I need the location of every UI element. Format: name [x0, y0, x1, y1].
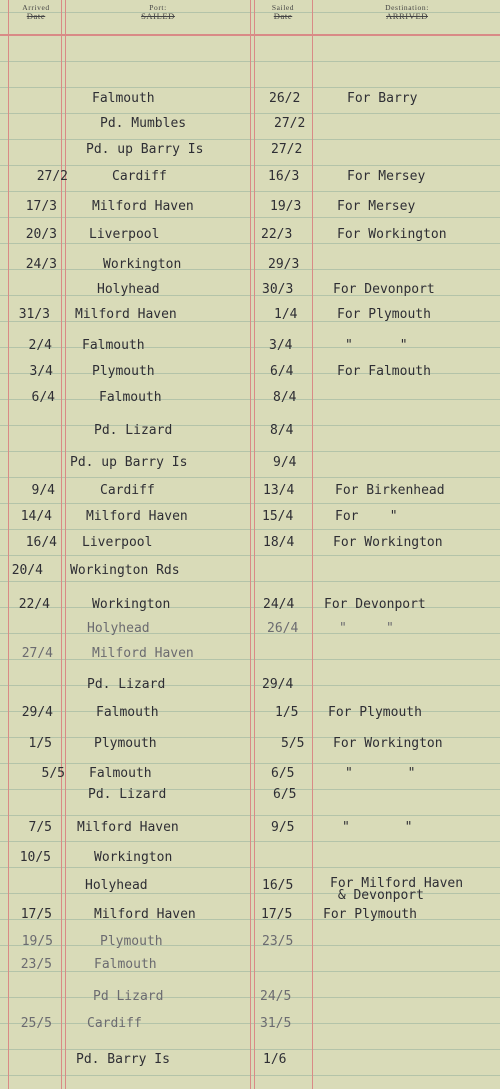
port-name: Pd. up Barry Is: [86, 142, 204, 157]
destination: For Devonport: [333, 282, 435, 297]
port-name: Pd. Mumbles: [100, 116, 187, 131]
arrived-date: 17/5: [20, 907, 52, 922]
sailed-date: 1/6: [263, 1052, 287, 1067]
sailed-date: 24/5: [260, 989, 292, 1004]
sailed-date: 26/4: [267, 621, 299, 636]
sailed-date: 5/5: [281, 736, 305, 751]
sailed-date: 17/5: [261, 907, 293, 922]
sailed-date: 1/4: [274, 307, 298, 322]
port-name: Liverpool: [82, 535, 153, 550]
arrived-date: 25/5: [20, 1016, 52, 1031]
sailed-date: 27/2: [274, 116, 306, 131]
port-name: Workington: [92, 597, 171, 612]
destination: For Plymouth: [328, 705, 422, 720]
arrived-date: 9/4: [31, 483, 55, 498]
sailed-date: 9/4: [273, 455, 297, 470]
destination: " ": [339, 621, 394, 636]
port-name: Pd. Lizard: [87, 677, 166, 692]
arrived-date: 22/4: [18, 597, 50, 612]
port-name: Workington: [103, 257, 182, 272]
arrived-date: 20/3: [25, 227, 57, 242]
sailed-date: 26/2: [269, 91, 301, 106]
header-destination: Destination: ARRIVED: [385, 3, 429, 21]
port-name: Holyhead: [87, 621, 150, 636]
port-name: Pd. Barry Is: [76, 1052, 170, 1067]
port-name: Milford Haven: [94, 907, 196, 922]
destination: " ": [345, 766, 416, 781]
sailed-date: 16/3: [268, 169, 300, 184]
arrived-date: 7/5: [28, 820, 52, 835]
margin-rule: [8, 0, 9, 1089]
port-name: Holyhead: [85, 878, 148, 893]
destination: " ": [342, 820, 413, 835]
column-rule-port: [250, 0, 255, 1089]
port-name: Liverpool: [89, 227, 160, 242]
sailed-date: 29/3: [268, 257, 300, 272]
port-name: Milford Haven: [86, 509, 188, 524]
arrived-date: 2/4: [28, 338, 52, 353]
arrived-date: 16/4: [25, 535, 57, 550]
port-name: Falmouth: [99, 390, 162, 405]
port-name: Falmouth: [96, 705, 159, 720]
arrived-date: 31/3: [18, 307, 50, 322]
destination: For Workington: [333, 535, 443, 550]
sailed-date: 6/4: [270, 364, 294, 379]
arrived-date: 5/5: [41, 766, 65, 781]
header-port: Port: SAILED: [141, 3, 175, 21]
arrived-date: 24/3: [25, 257, 57, 272]
port-name: Milford Haven: [75, 307, 177, 322]
sailed-date: 22/3: [261, 227, 293, 242]
sailed-date: 3/4: [269, 338, 293, 353]
destination: For Mersey: [337, 199, 416, 214]
port-name: Cardiff: [87, 1016, 142, 1031]
port-name: Milford Haven: [92, 199, 194, 214]
port-name: Falmouth: [89, 766, 152, 781]
port-name: Milford Haven: [92, 646, 194, 661]
sailed-date: 30/3: [262, 282, 294, 297]
sailed-date: 24/4: [263, 597, 295, 612]
port-name: Workington: [94, 850, 173, 865]
port-name: Pd. Lizard: [88, 787, 167, 802]
sailed-date: 31/5: [260, 1016, 292, 1031]
arrived-date: 19/5: [21, 934, 53, 949]
destination: For Plymouth: [323, 907, 417, 922]
port-name: Falmouth: [92, 91, 155, 106]
arrived-date: 27/4: [21, 646, 53, 661]
port-name: Milford Haven: [77, 820, 179, 835]
sailed-date: 27/2: [271, 142, 303, 157]
header-arrived: Arrived Date: [22, 3, 50, 21]
sailed-date: 13/4: [263, 483, 295, 498]
destination: For ": [335, 509, 398, 524]
arrived-date: 1/5: [28, 736, 52, 751]
port-name: Cardiff: [100, 483, 155, 498]
port-name: Holyhead: [97, 282, 160, 297]
destination: For Barry: [347, 91, 418, 106]
destination: For Falmouth: [337, 364, 431, 379]
destination: For Plymouth: [337, 307, 431, 322]
port-name: Pd. Lizard: [94, 423, 173, 438]
sailed-date: 6/5: [271, 766, 295, 781]
port-name: Plymouth: [94, 736, 157, 751]
port-name: Workington Rds: [70, 563, 180, 578]
port-name: Plymouth: [100, 934, 163, 949]
port-name: Plymouth: [92, 364, 155, 379]
arrived-date: 10/5: [19, 850, 51, 865]
column-rule-arrived: [61, 0, 66, 1089]
sailed-date: 15/4: [262, 509, 294, 524]
port-name: Falmouth: [94, 957, 157, 972]
destination: For Devonport: [324, 597, 426, 612]
sailed-date: 18/4: [263, 535, 295, 550]
sailed-date: 19/3: [270, 199, 302, 214]
sailed-date: 8/4: [273, 390, 297, 405]
destination: " ": [345, 338, 408, 353]
header-sailed: Sailed Date: [271, 3, 295, 21]
sailed-date: 6/5: [273, 787, 297, 802]
arrived-date: 14/4: [20, 509, 52, 524]
port-name: Pd Lizard: [93, 989, 164, 1004]
destination: For Mersey: [347, 169, 426, 184]
sailed-date: 8/4: [270, 423, 294, 438]
destination: For Birkenhead: [335, 483, 445, 498]
port-name: Cardiff: [112, 169, 167, 184]
port-name: Falmouth: [82, 338, 145, 353]
arrived-date: 20/4: [11, 563, 43, 578]
arrived-date: 27/2: [36, 169, 68, 184]
sailed-date: 23/5: [262, 934, 294, 949]
sailed-date: 1/5: [275, 705, 299, 720]
arrived-date: 17/3: [25, 199, 57, 214]
header-rule: [0, 34, 500, 36]
destination: For Workington: [337, 227, 447, 242]
destination: For Milford Haven & Devonport: [330, 876, 464, 903]
arrived-date: 6/4: [31, 390, 55, 405]
column-rule-sailed: [312, 0, 313, 1089]
sailed-date: 29/4: [262, 677, 294, 692]
sailed-date: 9/5: [271, 820, 295, 835]
arrived-date: 29/4: [21, 705, 53, 720]
arrived-date: 3/4: [29, 364, 53, 379]
arrived-date: 23/5: [20, 957, 52, 972]
port-name: Pd. up Barry Is: [70, 455, 188, 470]
sailed-date: 16/5: [262, 878, 294, 893]
destination: For Workington: [333, 736, 443, 751]
